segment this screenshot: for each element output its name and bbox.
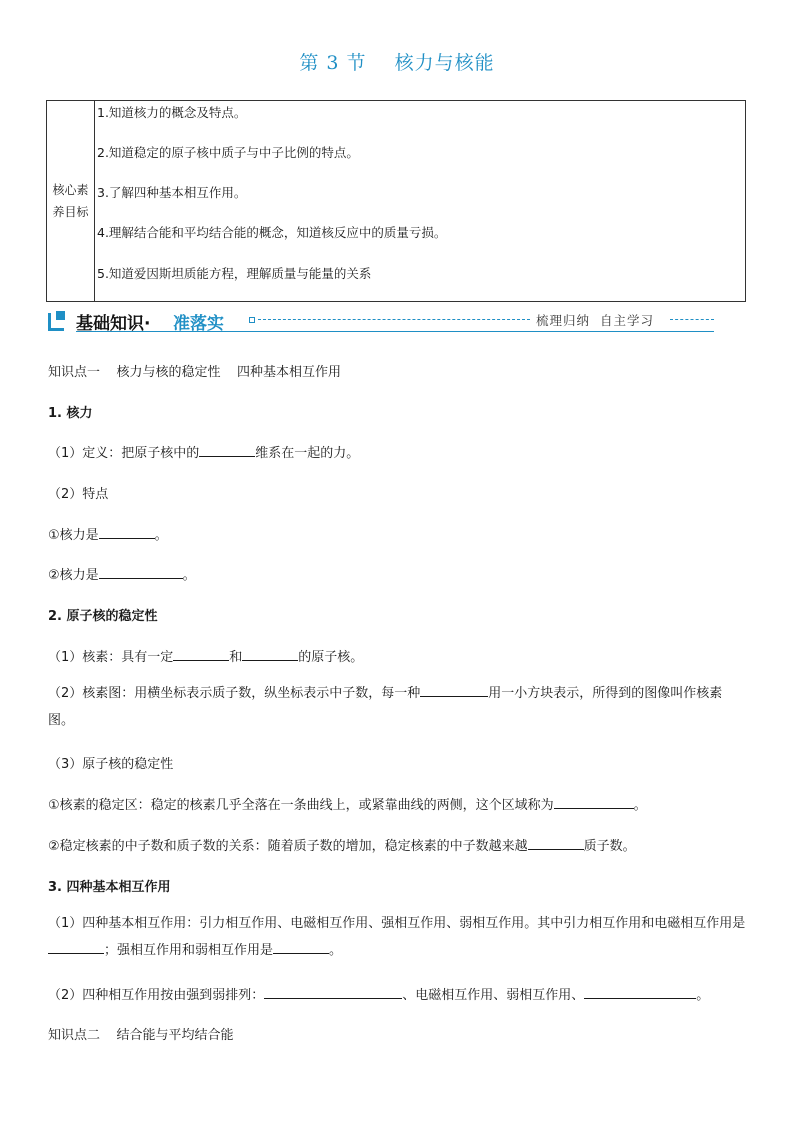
goal-item: 4.理解结合能和平均结合能的概念，知道核反应中的质量亏损。	[97, 225, 447, 240]
fill-blank[interactable]	[242, 648, 298, 661]
banner-title: 基础知识·	[76, 314, 151, 334]
paragraph: ①核素的稳定区：稳定的核素几乎全落在一条曲线上，或紧靠曲线的两侧，这个区域称为 。	[48, 798, 647, 813]
goals-header-line1: 核心素	[52, 183, 89, 197]
page-title: 第 3 节 核力与核能	[299, 52, 495, 74]
fill-blank[interactable]	[554, 796, 634, 809]
goals-header-line2: 养目标	[52, 205, 89, 219]
banner-subtitle: 梳理归纳 自主学习	[536, 313, 654, 328]
square-icon	[56, 311, 65, 320]
fill-blank[interactable]	[48, 941, 104, 954]
paragraph: （2）四种相互作用按由强到弱排列： 、电磁相互作用、弱相互作用、 。	[48, 988, 710, 1003]
banner-underline	[76, 331, 714, 332]
fill-blank[interactable]	[264, 986, 402, 999]
heading-nuclear-stability: 2. 原子核的稳定性	[48, 609, 158, 624]
paragraph: ①核力是 。	[48, 528, 168, 543]
paragraph: （2）特点	[48, 487, 109, 502]
goals-header-cell	[47, 101, 95, 301]
knowledge-point-2-title: 知识点二 结合能与平均结合能	[48, 1028, 234, 1043]
core-goals-table	[46, 100, 746, 302]
paragraph: （1）定义：把原子核中的 维系在一起的力。	[48, 446, 360, 461]
banner-dash-line	[670, 319, 714, 320]
paragraph: （3）原子核的稳定性	[48, 757, 174, 772]
fill-blank[interactable]	[584, 986, 696, 999]
heading-four-interactions: 3. 四种基本相互作用	[48, 880, 171, 895]
fill-blank[interactable]	[99, 526, 155, 539]
goal-item: 5.知道爱因斯坦质能方程，理解质量与能量的关系	[97, 266, 372, 281]
paragraph: （1）核素：具有一定 和 的原子核。	[48, 650, 364, 665]
fill-blank[interactable]	[99, 566, 183, 579]
goal-item: 3.了解四种基本相互作用。	[97, 185, 247, 200]
goal-item: 2.知道稳定的原子核中质子与中子比例的特点。	[97, 145, 359, 160]
fill-blank[interactable]	[173, 648, 229, 661]
banner-title-highlight: 准落实	[173, 314, 224, 334]
fill-blank[interactable]	[420, 684, 488, 697]
goal-item: 1.知道核力的概念及特点。	[97, 105, 247, 120]
small-square-icon	[249, 317, 255, 323]
fill-blank[interactable]	[273, 941, 329, 954]
paragraph: （1）四种基本相互作用：引力相互作用、电磁相互作用、强相互作用、弱相互作用。其中引力相互作用和电磁相互作用是；强相互作用和弱相互作用是 。	[48, 916, 746, 958]
fill-blank[interactable]	[199, 444, 255, 457]
paragraph: ②核力是 。	[48, 568, 196, 583]
section-banner	[46, 305, 746, 335]
heading-nuclear-force: 1. 核力	[48, 406, 93, 421]
paragraph: ②稳定核素的中子数和质子数的关系：随着质子数的增加，稳定核素的中子数越来越 质子数。	[48, 839, 636, 854]
fill-blank[interactable]	[528, 837, 584, 850]
paragraph: （2）核素图：用横坐标表示质子数，纵坐标表示中子数，每一种 用一小方块表示，所得到的图像叫作核素图。	[48, 686, 723, 728]
banner-dash-line	[258, 319, 530, 320]
knowledge-point-1-title: 知识点一 核力与核的稳定性 四种基本相互作用	[48, 365, 342, 380]
